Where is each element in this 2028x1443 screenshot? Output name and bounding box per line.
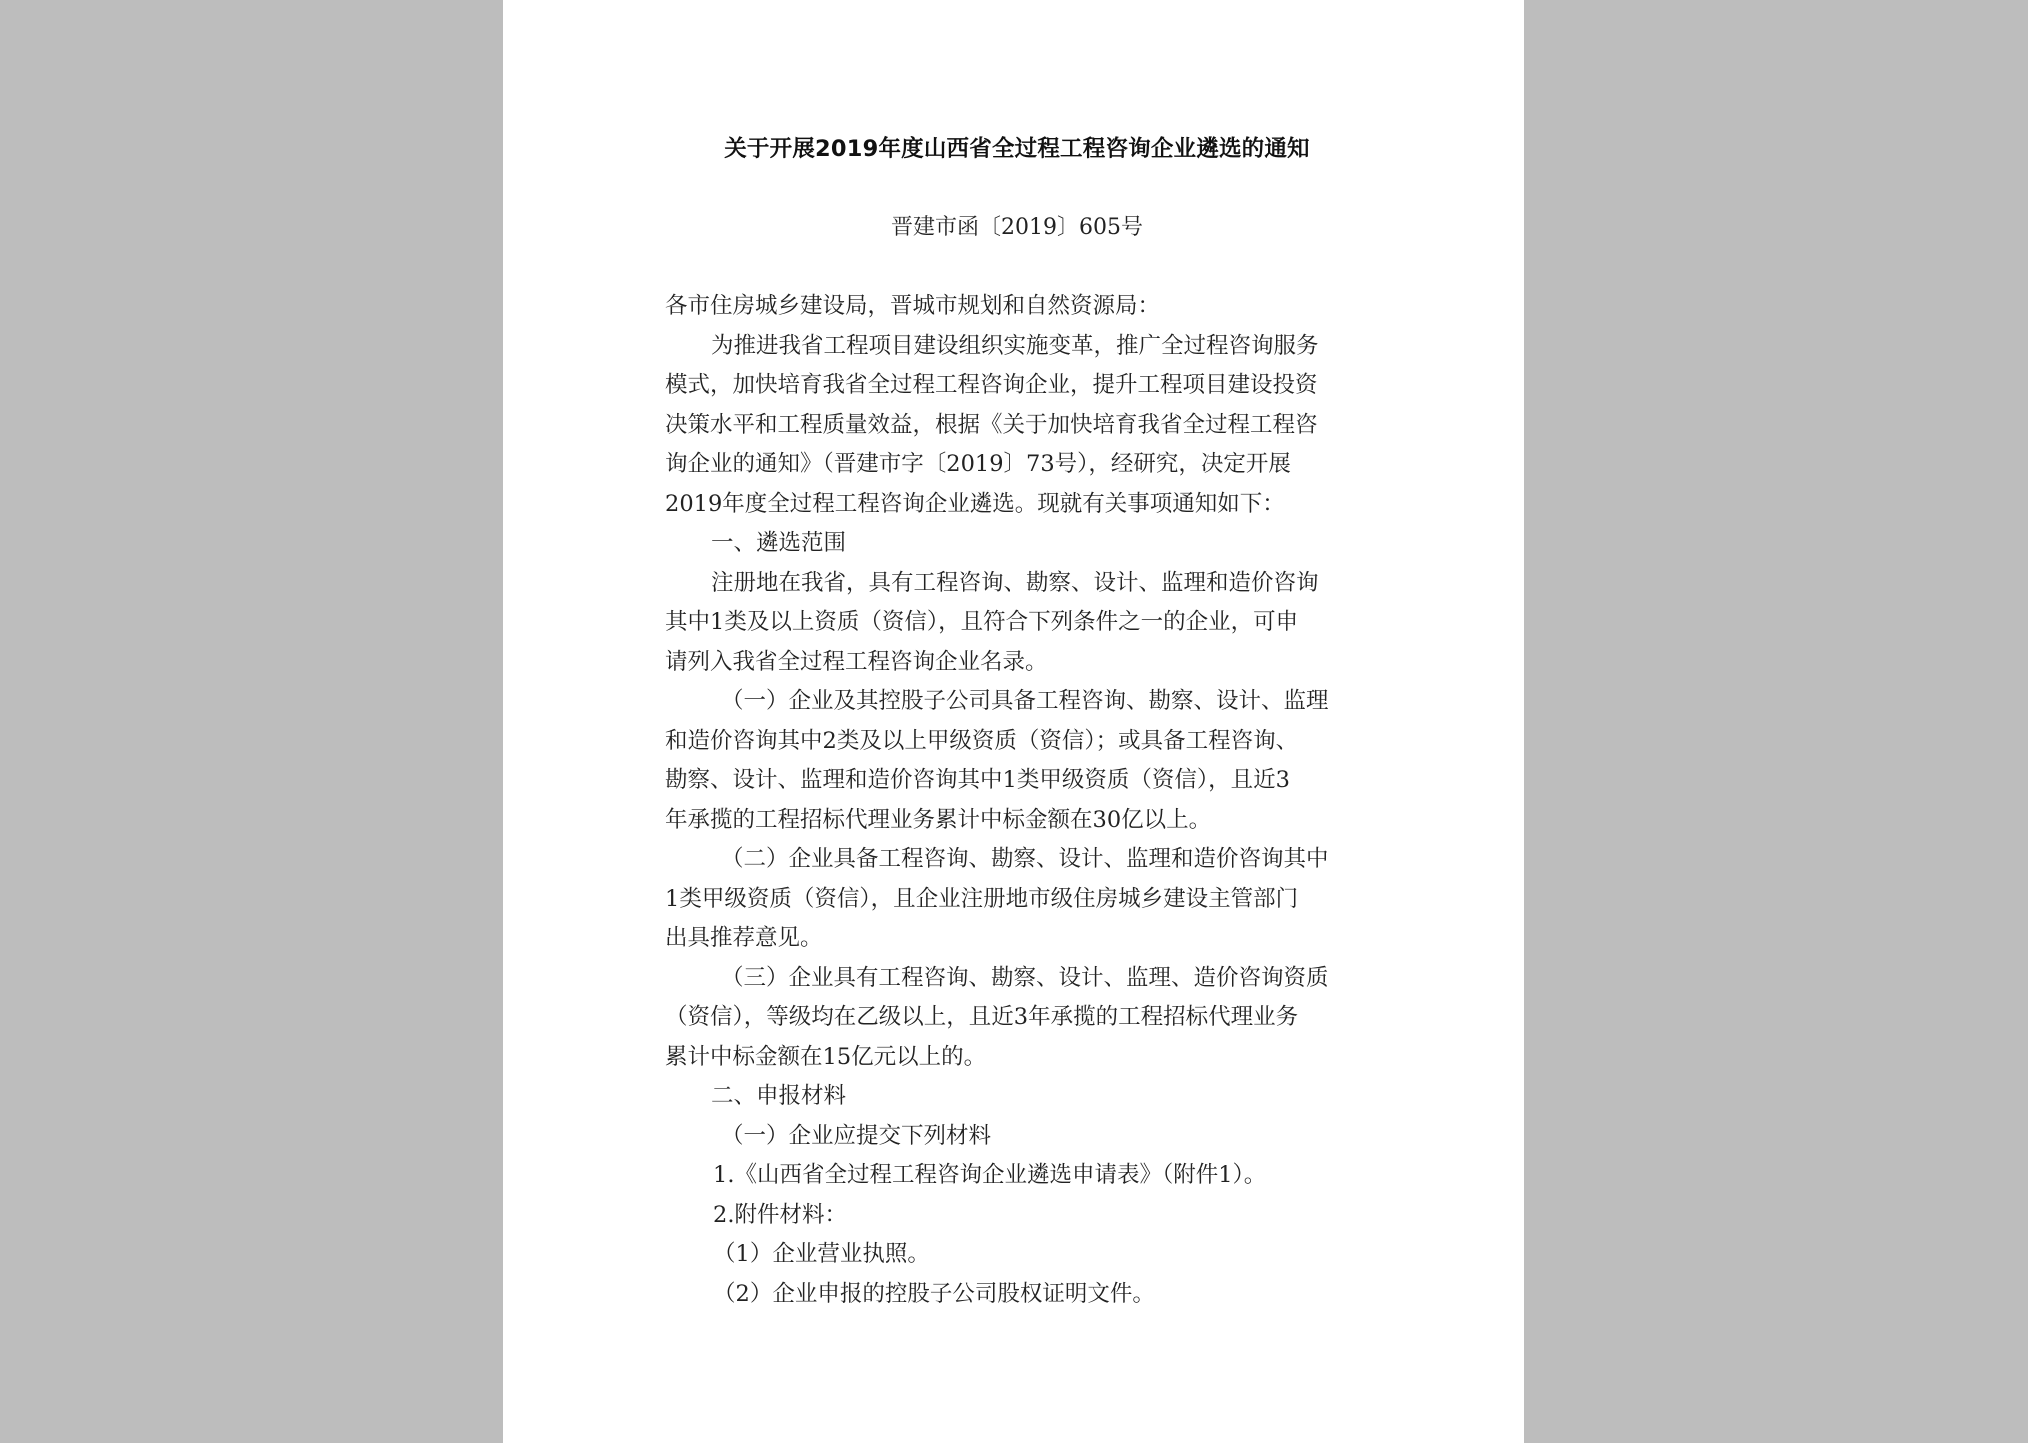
body-line: 出具推荐意见。 <box>665 925 823 951</box>
body-line: 年承揽的工程招标代理业务累计中标金额在30亿以上。 <box>665 806 1212 833</box>
body-line: 和造价咨询其中2类及以上甲级资质（资信）；或具备工程咨询、 <box>665 727 1299 754</box>
body-line: 决策水平和工程质量效益，根据《关于加快培育我省全过程工程咨 <box>665 411 1318 438</box>
body-line: 模式，加快培育我省全过程工程咨询企业，提升工程项目建设投资 <box>665 372 1318 398</box>
document-body <box>665 287 1369 1314</box>
body-line: 勘察、设计、监理和造价咨询其中1类甲级资质（资信），且近3 <box>665 767 1290 793</box>
body-line: 累计中标金额在15亿元以上的。 <box>665 1043 987 1070</box>
body-line: （一）企业及其控股子公司具备工程咨询、勘察、设计、监理 <box>721 688 1329 714</box>
body-line: 二、申报材料 <box>711 1083 847 1109</box>
body-line: 注册地在我省，具有工程咨询、勘察、设计、监理和造价咨询 <box>711 569 1319 596</box>
body-line: 请列入我省全过程工程咨询企业名录。 <box>665 648 1048 675</box>
body-line: 2.附件材料： <box>713 1201 847 1228</box>
body-line: 为推进我省工程项目建设组织实施变革，推广全过程咨询服务 <box>711 332 1319 359</box>
document-title: 关于开展2019年度山西省全过程工程咨询企业遴选的通知 <box>724 136 1310 162</box>
body-line: （资信），等级均在乙级以上，且近3年承揽的工程招标代理业务 <box>665 1004 1299 1030</box>
body-line: 1.《山西省全过程工程咨询企业遴选申请表》（附件1）。 <box>713 1162 1267 1188</box>
body-line: （三）企业具有工程咨询、勘察、设计、监理、造价咨询资质 <box>721 964 1329 991</box>
body-line: 一、遴选范围 <box>711 530 847 556</box>
document-number: 晋建市函〔2019〕605号 <box>891 215 1143 240</box>
body-line: 1类甲级资质（资信），且企业注册地市级住房城乡建设主管部门 <box>665 885 1299 912</box>
body-line: （二）企业具备工程咨询、勘察、设计、监理和造价咨询其中 <box>721 846 1329 872</box>
body-line: （一）企业应提交下列材料 <box>721 1122 992 1149</box>
body-line: （2）企业申报的控股子公司股权证明文件。 <box>713 1280 1155 1307</box>
body-line: （1）企业营业执照。 <box>713 1241 930 1267</box>
body-line: 其中1类及以上资质（资信），且符合下列条件之一的企业，可申 <box>665 609 1299 635</box>
document-page <box>503 0 1524 1443</box>
body-line: 各市住房城乡建设局，晋城市规划和自然资源局： <box>665 293 1161 319</box>
body-line: 询企业的通知》（晋建市字〔2019〕73号），经研究，决定开展 <box>665 451 1291 477</box>
body-line: 2019年度全过程工程咨询企业遴选。现就有关事项通知如下： <box>665 490 1285 517</box>
